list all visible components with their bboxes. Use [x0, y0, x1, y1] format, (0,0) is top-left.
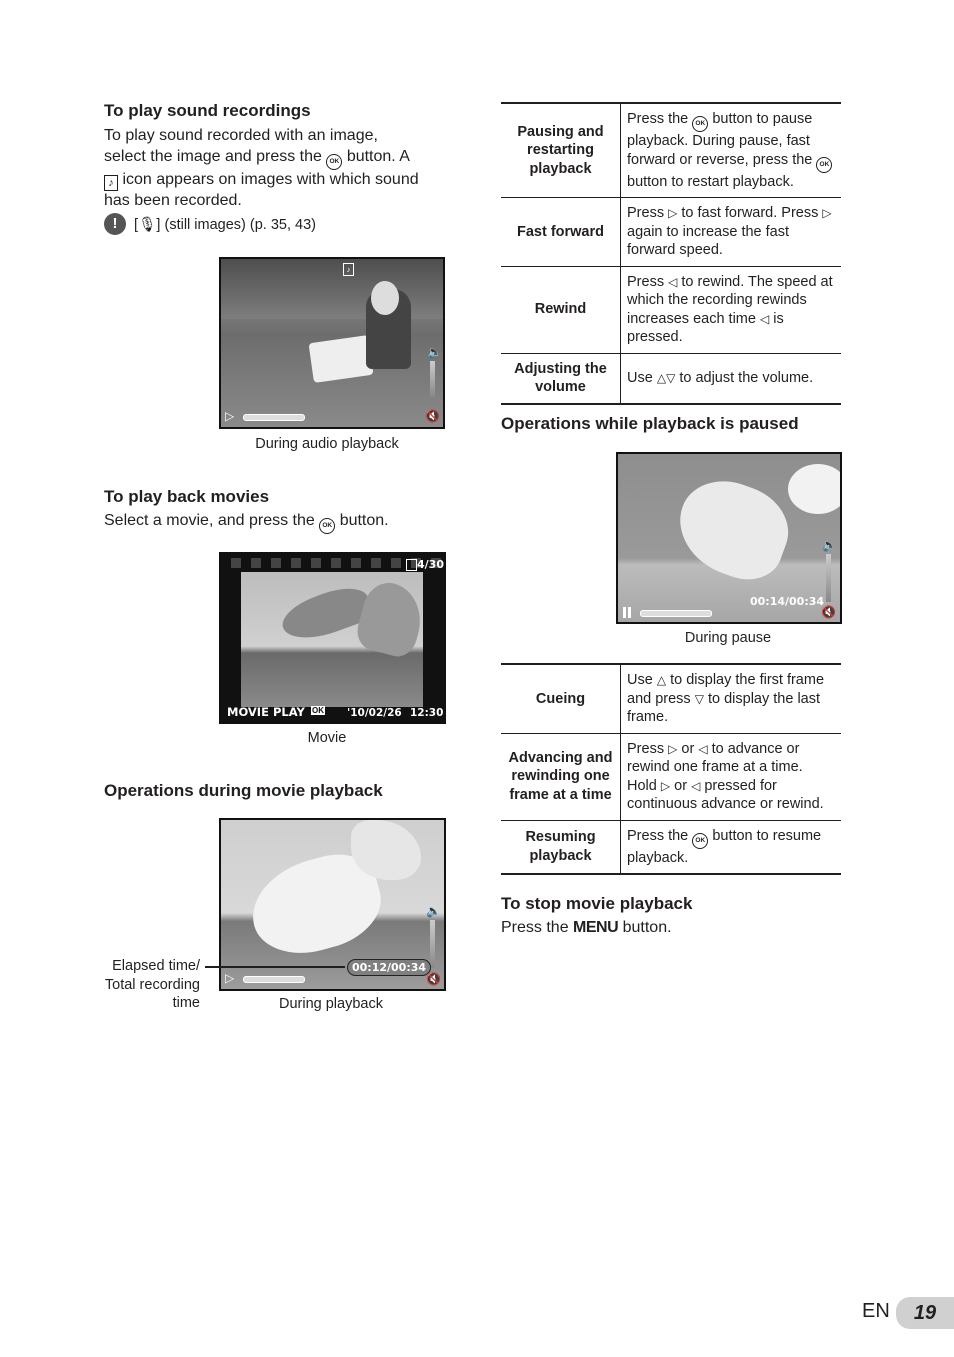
seagull-body-shape [666, 468, 800, 590]
table-row [501, 103, 841, 198]
table-key: Fast forward [501, 198, 621, 267]
table-value [621, 353, 842, 404]
volume-meter [826, 554, 831, 602]
text-span: pressed for continuous advance or rewind. [627, 777, 824, 812]
down-arrow-icon: ▽ [666, 370, 676, 385]
caution-icon: ! [104, 213, 126, 235]
table-value [621, 266, 842, 353]
table-value [621, 820, 842, 874]
table-key: Pausing and restarting playback [501, 103, 621, 198]
ok-button-icon: OK [319, 518, 335, 534]
play-icon: ▷ [225, 971, 235, 985]
audio-playback-screen [219, 257, 445, 429]
speaker-icon: 🔈 [427, 345, 442, 359]
text-span: Use [627, 672, 653, 688]
text-span: button. [339, 512, 389, 529]
sound-tip: [🎙] (still images) (p. 35, 43) [134, 217, 316, 233]
table-key: Rewind [501, 266, 621, 353]
sound-line-1: To play sound recorded with an image, [104, 127, 378, 144]
text-span: or [681, 740, 695, 757]
mute-speaker-icon: 🔇 [426, 972, 441, 986]
seagull-wing-shape [788, 464, 842, 514]
progress-bar [243, 414, 305, 421]
speaker-icon: 🔈 [426, 904, 441, 918]
ok-button-icon: OK [816, 157, 832, 173]
left-arrow-icon: ◁ [668, 274, 678, 289]
section-title-paused: Operations while playback is paused [501, 414, 799, 433]
section-title-movies: To play back movies [104, 487, 270, 506]
paused-timecode: 00:14/00:34 [750, 595, 825, 608]
sound-paragraph [104, 126, 454, 211]
ok-tag: OK [312, 706, 324, 715]
left-arrow-icon: ◁ [759, 311, 770, 326]
text-span: Select a movie, and press the [104, 512, 315, 529]
text-span: Use [627, 369, 653, 386]
caption-during-playback: During playback [279, 996, 383, 1012]
up-arrow-icon: △ [656, 673, 667, 687]
text-span: or [674, 777, 688, 794]
text-span: select the image and press the [104, 147, 322, 165]
mute-speaker-icon: 🔇 [821, 605, 836, 619]
right-arrow-icon: ▷ [660, 778, 671, 793]
elapsed-time-callout [60, 957, 200, 1013]
caption-pause: During pause [684, 630, 772, 646]
page-number: 19 [896, 1297, 954, 1329]
language-label: EN [862, 1300, 890, 1322]
text-span: to fast forward. Press [681, 205, 819, 221]
table-value [621, 664, 842, 733]
left-arrow-icon: ◁ [691, 778, 701, 793]
text-span: button. A [346, 147, 410, 165]
movie-thumbnail-screen [219, 552, 446, 724]
section-title-during-playback: Operations during movie playback [104, 781, 383, 800]
text-span: button. [622, 919, 672, 936]
table-row [501, 266, 841, 353]
caption-movie: Movie [307, 730, 347, 746]
text-span: to adjust the volume. [679, 369, 814, 386]
speaker-icon: 🔈 [822, 538, 837, 552]
section-title-sound: To play sound recordings [104, 101, 311, 120]
pause-icon [623, 607, 626, 618]
book-shape [309, 335, 374, 383]
playback-operations-table [501, 102, 841, 405]
ok-button-icon: OK [692, 116, 708, 132]
caption-audio: During audio playback [255, 436, 399, 452]
volume-meter [430, 920, 435, 968]
text-span: to rewind. The speed at which the recording rewinds increases each time [627, 273, 833, 327]
movie-play-label: MOVIE PLAY [227, 705, 305, 719]
callout-line-1: Elapsed time/ [112, 958, 200, 974]
table-row [501, 820, 841, 874]
text-span: Press [627, 205, 665, 221]
callout-line-3: time [172, 995, 200, 1011]
table-value [621, 733, 842, 820]
right-arrow-icon: ▷ [668, 206, 678, 220]
right-arrow-icon: ▷ [668, 741, 678, 756]
paused-operations-table [501, 663, 841, 875]
text-span: button to pause playback. During pause, fast forward or reverse, press the [627, 111, 813, 168]
text-span: Press the [627, 827, 689, 844]
text-span: to display the last frame. [627, 690, 821, 725]
table-row [501, 664, 841, 733]
table-key: Adjusting the volume [501, 353, 621, 404]
sound-line-3 [104, 170, 454, 191]
left-arrow-icon: ◁ [698, 741, 708, 756]
text-span: is pressed. [627, 310, 784, 345]
text-span: again to increase the fast forward speed. [627, 223, 790, 258]
progress-bar [243, 976, 305, 983]
section-title-stop: To stop movie playback [501, 894, 693, 913]
callout-line-2: Total recording [104, 976, 200, 993]
sound-line-2 [104, 147, 454, 170]
menu-button-label: MENU [573, 919, 619, 936]
text-span: button to restart playback. [627, 173, 794, 190]
table-key: Resuming playback [501, 820, 621, 874]
elapsed-timecode: 00:12/00:34 [347, 959, 431, 976]
table-key: Advancing and rewinding one frame at a time [501, 733, 621, 820]
text-span: button to resume playback. [627, 827, 822, 866]
date-stamp: '10/02/26 [347, 707, 402, 719]
movies-paragraph [104, 511, 389, 534]
up-arrow-icon: △ [656, 370, 667, 385]
table-value [621, 103, 842, 198]
down-arrow-icon: ▽ [694, 691, 704, 706]
table-value [621, 198, 842, 267]
table-row [501, 353, 841, 404]
pause-icon [628, 607, 631, 618]
volume-meter [430, 361, 435, 397]
text-span: icon appears on images with which sound [122, 170, 419, 188]
ok-button-icon: OK [326, 154, 342, 170]
play-icon: ▷ [225, 409, 235, 423]
table-key: Cueing [501, 664, 621, 733]
table-row [501, 733, 841, 820]
sound-note-indicator-icon: ♪ [343, 263, 354, 276]
file-counter: 4/30 [417, 558, 444, 571]
table-row [501, 198, 841, 267]
time-stamp: 12:30 [410, 707, 444, 719]
callout-line [205, 966, 345, 968]
stop-paragraph [501, 918, 672, 939]
text-span: Press [627, 273, 665, 290]
ok-button-icon: OK [692, 833, 708, 849]
progress-bar [640, 610, 712, 617]
during-pause-screen [616, 452, 842, 624]
text-span: Press [627, 740, 665, 757]
head-shape [371, 281, 399, 315]
text-span: Press the [627, 111, 689, 127]
text-span: to display the first frame and press [627, 672, 825, 707]
text-span: to advance or rewind one frame at a time. Hold [627, 740, 803, 794]
text-span: Press the [501, 919, 569, 936]
sound-line-4: has been recorded. [104, 191, 242, 209]
movie-file-icon [406, 559, 417, 571]
right-arrow-icon: ▷ [822, 206, 832, 220]
mute-speaker-icon: 🔇 [425, 409, 440, 423]
sound-note-icon: ♪ [104, 175, 118, 191]
